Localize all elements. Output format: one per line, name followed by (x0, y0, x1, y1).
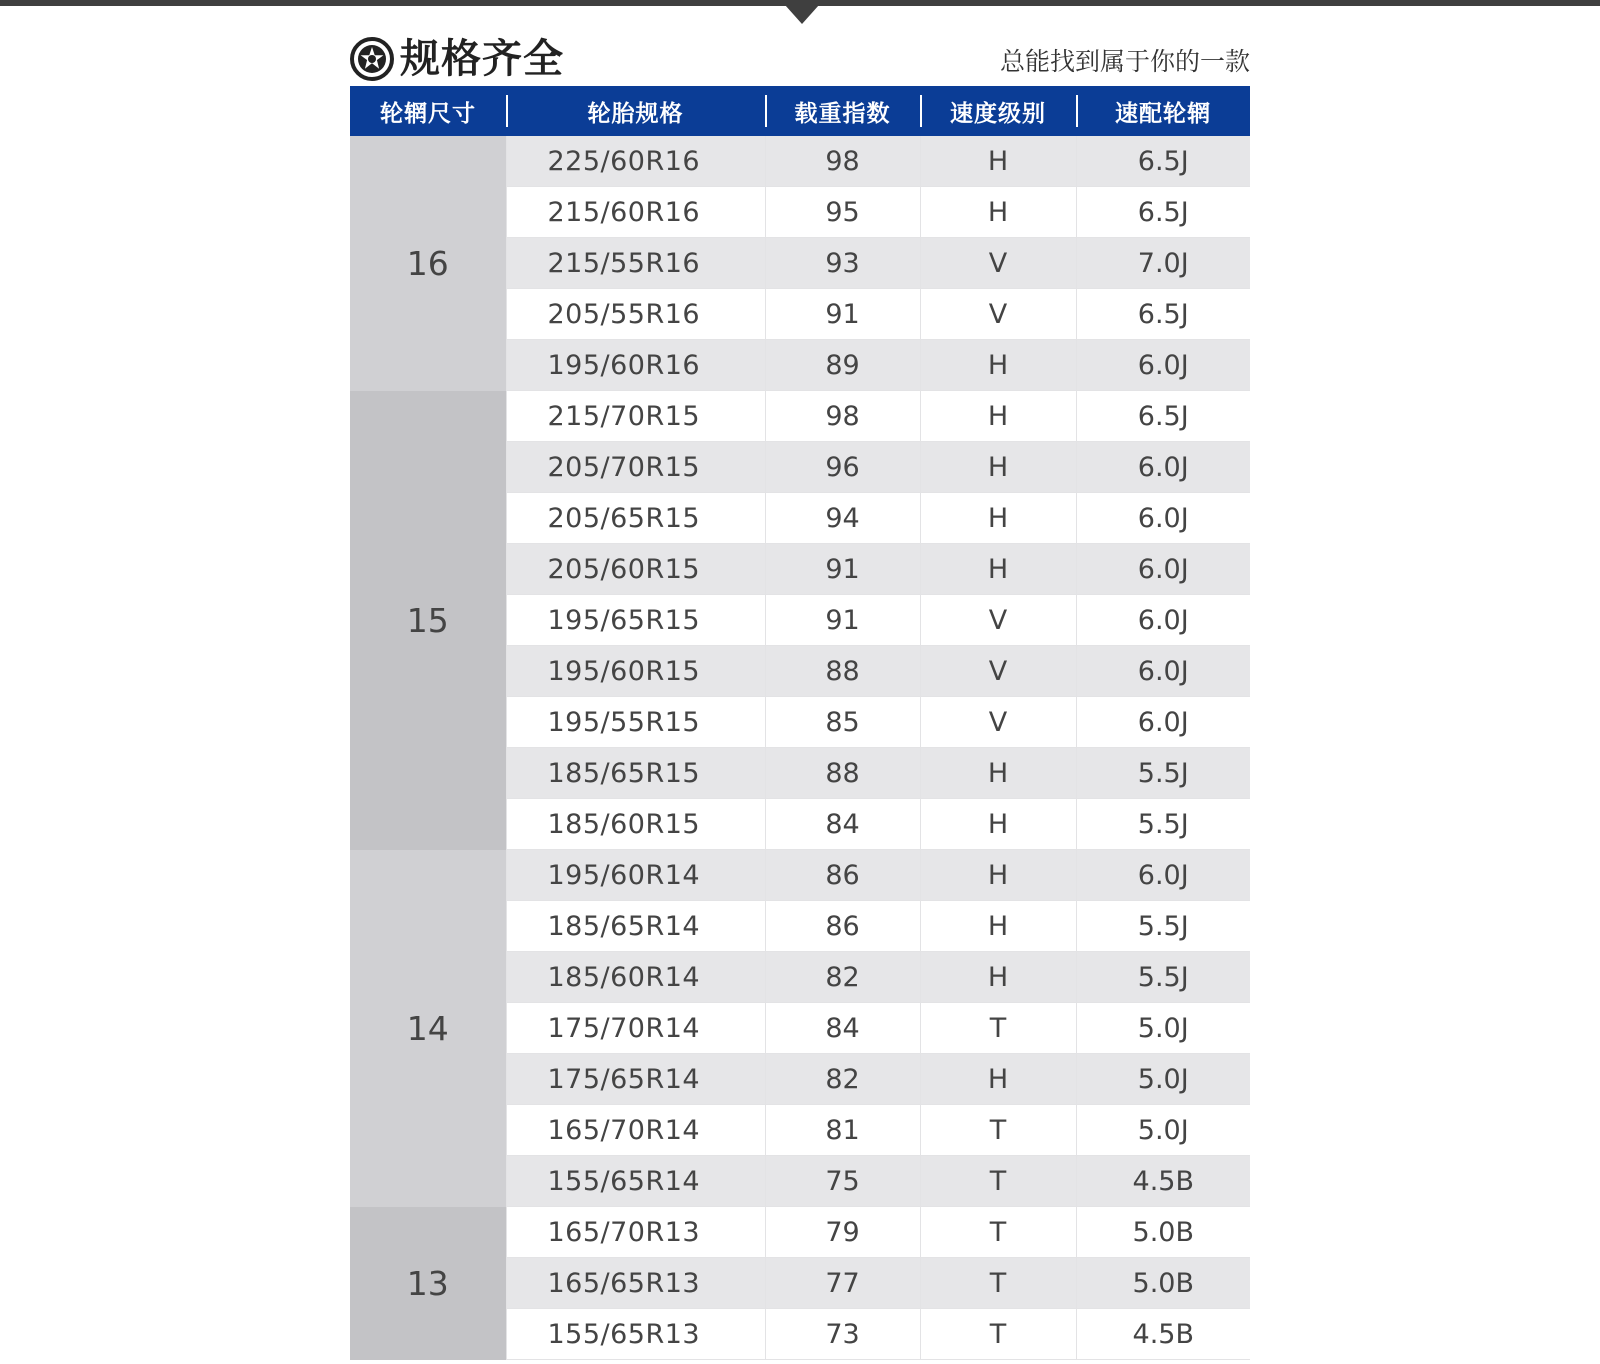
speed-rating-cell: H (920, 340, 1076, 391)
speed-rating-cell: H (920, 391, 1076, 442)
tire-spec-cell: 215/70R15 (506, 391, 765, 442)
load-index-cell: 89 (765, 340, 920, 391)
section-title: 规格齐全 (400, 36, 564, 82)
tire-spec-cell: 195/60R16 (506, 340, 765, 391)
load-index-cell: 96 (765, 442, 920, 493)
speed-rating-cell: H (920, 748, 1076, 799)
matching-wheel-cell: 6.0J (1076, 442, 1250, 493)
speed-rating-cell: V (920, 595, 1076, 646)
matching-wheel-cell: 6.5J (1076, 391, 1250, 442)
matching-wheel-cell: 6.0J (1076, 493, 1250, 544)
speed-rating-cell: H (920, 850, 1076, 901)
rim-size-cell: 15 (350, 391, 506, 850)
tire-spec-cell: 215/60R16 (506, 187, 765, 238)
tire-spec-cell: 165/70R13 (506, 1207, 765, 1258)
load-index-cell: 85 (765, 697, 920, 748)
tire-spec-cell: 195/60R15 (506, 646, 765, 697)
speed-rating-cell: H (920, 187, 1076, 238)
tire-spec-cell: 175/70R14 (506, 1003, 765, 1054)
matching-wheel-cell: 5.0B (1076, 1258, 1250, 1309)
load-index-cell: 93 (765, 238, 920, 289)
rim-size-cell: 16 (350, 136, 506, 391)
load-index-cell: 94 (765, 493, 920, 544)
column-header-load-index: 载重指数 (765, 86, 920, 136)
matching-wheel-cell: 5.0J (1076, 1105, 1250, 1156)
matching-wheel-cell: 7.0J (1076, 238, 1250, 289)
matching-wheel-cell: 6.0J (1076, 646, 1250, 697)
tire-spec-cell: 165/65R13 (506, 1258, 765, 1309)
tire-spec-cell: 195/60R14 (506, 850, 765, 901)
column-header-tire-spec: 轮胎规格 (506, 86, 765, 136)
speed-rating-cell: V (920, 646, 1076, 697)
table-row (350, 850, 1250, 901)
tire-spec-cell: 175/65R14 (506, 1054, 765, 1105)
matching-wheel-cell: 6.0J (1076, 544, 1250, 595)
load-index-cell: 77 (765, 1258, 920, 1309)
tire-spec-cell: 155/65R14 (506, 1156, 765, 1207)
speed-rating-cell: H (920, 136, 1076, 187)
matching-wheel-cell: 5.5J (1076, 799, 1250, 850)
speed-rating-cell: H (920, 952, 1076, 1003)
matching-wheel-cell: 6.0J (1076, 340, 1250, 391)
matching-wheel-cell: 6.0J (1076, 850, 1250, 901)
speed-rating-cell: H (920, 901, 1076, 952)
matching-wheel-cell: 6.0J (1076, 697, 1250, 748)
down-arrow-notch-icon (785, 5, 819, 24)
load-index-cell: 75 (765, 1156, 920, 1207)
tire-spec-cell: 155/65R13 (506, 1309, 765, 1360)
tire-spec-table (350, 86, 1250, 1360)
speed-rating-cell: V (920, 697, 1076, 748)
tire-spec-cell: 205/70R15 (506, 442, 765, 493)
section-header (350, 30, 1250, 85)
table-row (350, 1207, 1250, 1258)
speed-rating-cell: T (920, 1156, 1076, 1207)
matching-wheel-cell: 6.0J (1076, 595, 1250, 646)
tire-spec-cell: 165/70R14 (506, 1105, 765, 1156)
speed-rating-cell: H (920, 544, 1076, 595)
load-index-cell: 86 (765, 850, 920, 901)
load-index-cell: 98 (765, 391, 920, 442)
tire-spec-cell: 205/55R16 (506, 289, 765, 340)
load-index-cell: 81 (765, 1105, 920, 1156)
tire-spec-cell: 225/60R16 (506, 136, 765, 187)
matching-wheel-cell: 5.5J (1076, 901, 1250, 952)
matching-wheel-cell: 4.5B (1076, 1156, 1250, 1207)
rim-size-cell: 14 (350, 850, 506, 1207)
speed-rating-cell: H (920, 442, 1076, 493)
load-index-cell: 73 (765, 1309, 920, 1360)
speed-rating-cell: V (920, 238, 1076, 289)
load-index-cell: 88 (765, 748, 920, 799)
speed-rating-cell: T (920, 1207, 1076, 1258)
wheel-icon (350, 37, 394, 81)
load-index-cell: 86 (765, 901, 920, 952)
speed-rating-cell: T (920, 1105, 1076, 1156)
matching-wheel-cell: 5.0J (1076, 1003, 1250, 1054)
load-index-cell: 79 (765, 1207, 920, 1258)
speed-rating-cell: V (920, 289, 1076, 340)
section-slogan: 总能找到属于你的一款 (999, 47, 1250, 76)
load-index-cell: 82 (765, 952, 920, 1003)
matching-wheel-cell: 5.5J (1076, 748, 1250, 799)
rim-size-cell: 13 (350, 1207, 506, 1360)
tire-spec-cell: 185/65R15 (506, 748, 765, 799)
table-body (350, 136, 1250, 1360)
speed-rating-cell: H (920, 799, 1076, 850)
load-index-cell: 88 (765, 646, 920, 697)
speed-rating-cell: T (920, 1003, 1076, 1054)
tire-spec-cell: 185/65R14 (506, 901, 765, 952)
column-header-rim-size: 轮辋尺寸 (350, 86, 506, 136)
table-header-row (350, 86, 1250, 136)
tire-spec-cell: 205/60R15 (506, 544, 765, 595)
matching-wheel-cell: 4.5B (1076, 1309, 1250, 1360)
matching-wheel-cell: 6.5J (1076, 187, 1250, 238)
tire-spec-cell: 215/55R16 (506, 238, 765, 289)
column-header-speed-rating: 速度级别 (920, 86, 1076, 136)
matching-wheel-cell: 5.0J (1076, 1054, 1250, 1105)
load-index-cell: 95 (765, 187, 920, 238)
matching-wheel-cell: 5.0B (1076, 1207, 1250, 1258)
load-index-cell: 91 (765, 595, 920, 646)
load-index-cell: 91 (765, 289, 920, 340)
speed-rating-cell: T (920, 1258, 1076, 1309)
load-index-cell: 91 (765, 544, 920, 595)
speed-rating-cell: T (920, 1309, 1076, 1360)
tire-spec-cell: 185/60R14 (506, 952, 765, 1003)
matching-wheel-cell: 6.5J (1076, 136, 1250, 187)
load-index-cell: 98 (765, 136, 920, 187)
matching-wheel-cell: 6.5J (1076, 289, 1250, 340)
tire-spec-cell: 195/65R15 (506, 595, 765, 646)
table-row (350, 136, 1250, 187)
speed-rating-cell: H (920, 493, 1076, 544)
load-index-cell: 82 (765, 1054, 920, 1105)
tire-spec-cell: 195/55R15 (506, 697, 765, 748)
speed-rating-cell: H (920, 1054, 1076, 1105)
load-index-cell: 84 (765, 1003, 920, 1054)
tire-spec-cell: 185/60R15 (506, 799, 765, 850)
matching-wheel-cell: 5.5J (1076, 952, 1250, 1003)
column-header-matching-wheel: 速配轮辋 (1076, 86, 1250, 136)
load-index-cell: 84 (765, 799, 920, 850)
tire-spec-cell: 205/65R15 (506, 493, 765, 544)
table-row (350, 391, 1250, 442)
